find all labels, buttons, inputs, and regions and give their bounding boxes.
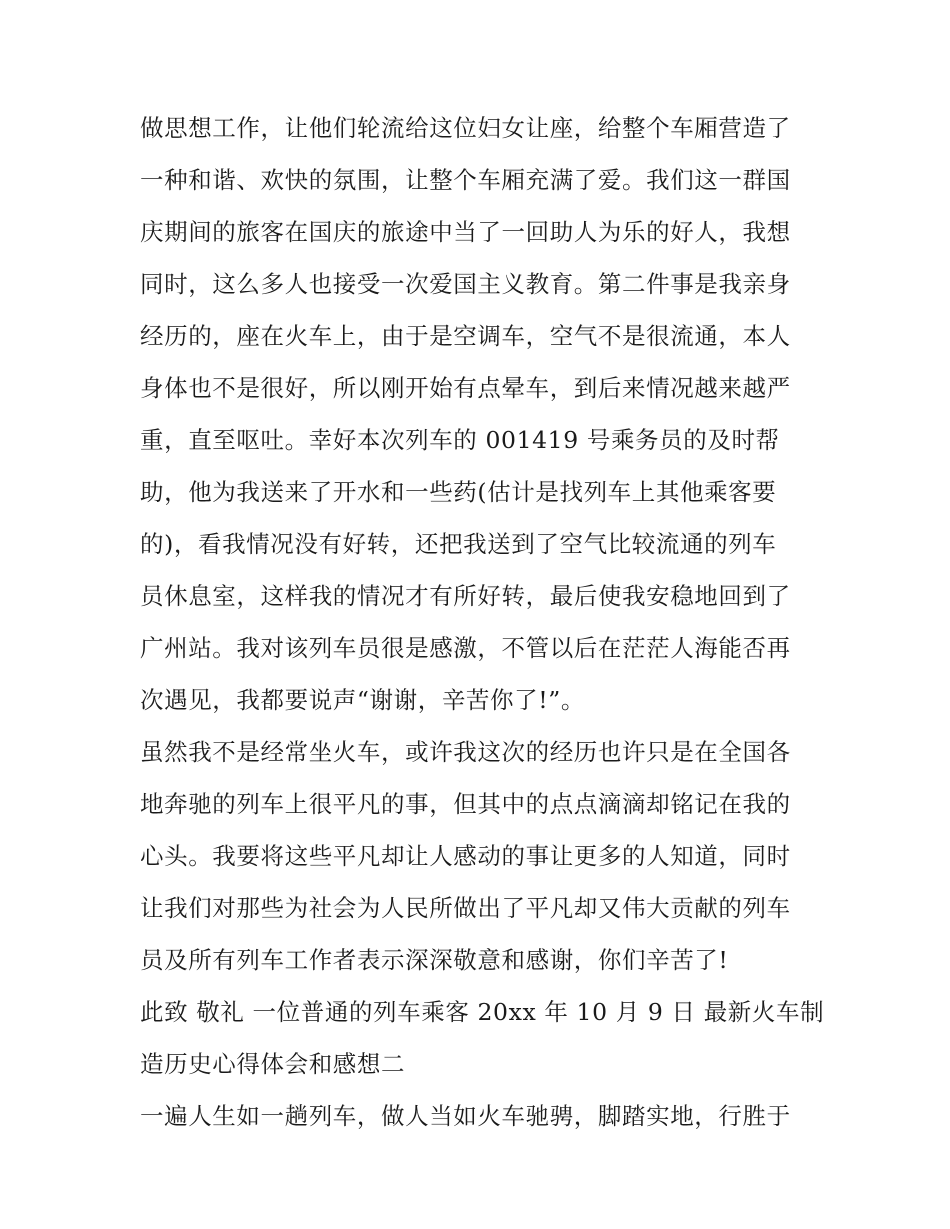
text-line: 一种和谐、欢快的氛围，让整个车厢充满了爱。我们这一群国 [140,166,791,194]
text-line: 广州站。我对该列车员很是感激，不管以后在茫茫人海能否再 [140,634,791,662]
text-line: 此致 敬礼 一位普通的列车乘客 20xx 年 10 月 9 日 最新火车制 [140,998,825,1026]
text-line: 重，直至呕吐。幸好本次列车的 001419 号乘务员的及时帮 [140,426,780,454]
text-line: 同时，这么多人也接受一次爱国主义教育。第二件事是我亲身 [140,270,791,298]
text-line: 一遍人生如一趟列车，做人当如火车驰骋，脚踏实地，行胜于 [140,1102,791,1130]
text-line: 身体也不是很好，所以刚开始有点晕车，到后来情况越来越严 [140,374,791,402]
text-line: 助，他为我送来了开水和一些药(估计是找列车上其他乘客要 [140,478,777,506]
text-line: 造历史心得体会和感想二 [140,1050,406,1078]
text-line: 经历的，座在火车上，由于是空调车，空气不是很流通，本人 [140,322,791,350]
text-line: 虽然我不是经常坐火车，或许我这次的经历也许只是在全国各 [140,738,791,766]
text-line: 心头。我要将这些平凡却让人感动的事让更多的人知道，同时 [140,842,791,870]
text-line: 员休息室，这样我的情况才有所好转，最后使我安稳地回到了 [140,582,791,610]
text-line: 让我们对那些为社会为人民所做出了平凡却又伟大贡献的列车 [140,894,791,922]
text-line: 的)，看我情况没有好转，还把我送到了空气比较流通的列车 [140,530,777,558]
text-line: 地奔驰的列车上很平凡的事，但其中的点点滴滴却铭记在我的 [140,790,791,818]
text-line: 做思想工作，让他们轮流给这位妇女让座，给整个车厢营造了 [140,114,791,142]
text-line: 庆期间的旅客在国庆的旅途中当了一回助人为乐的好人，我想 [140,218,791,246]
text-line: 员及所有列车工作者表示深深敬意和感谢，你们辛苦了! [140,946,729,974]
text-line: 次遇见，我都要说声“谢谢，辛苦你了!”。 [140,686,585,714]
